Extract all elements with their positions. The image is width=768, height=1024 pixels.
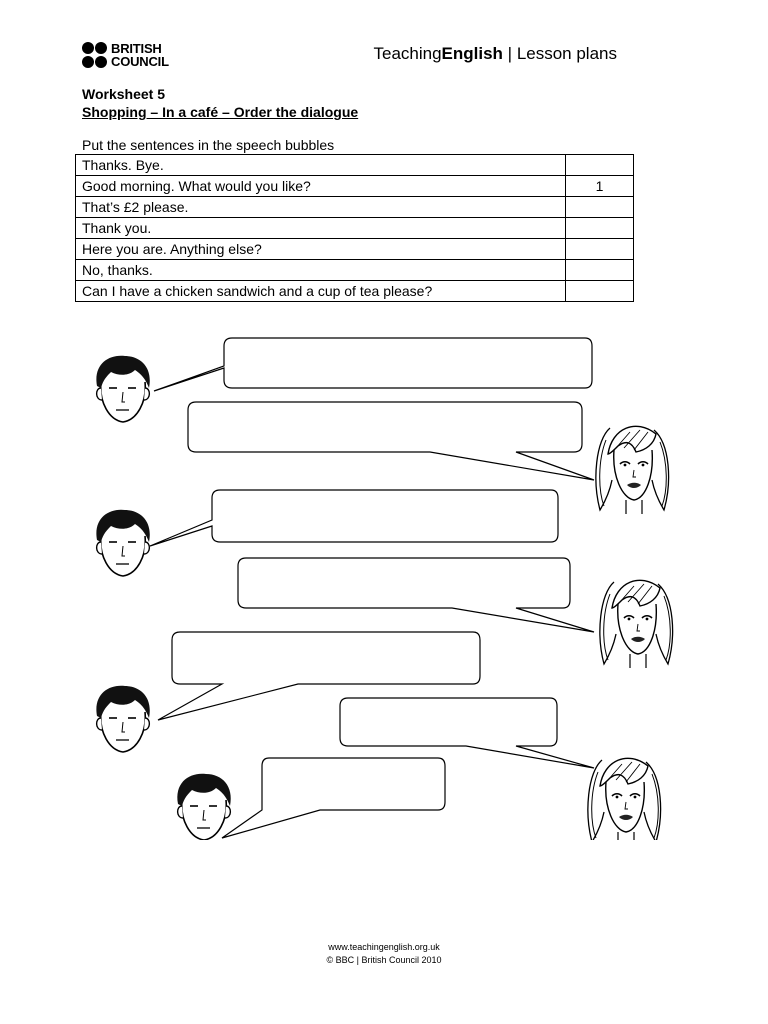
speech-bubble-2 [188, 402, 594, 480]
table-row [76, 281, 634, 302]
order-number[interactable] [566, 218, 634, 239]
sentence-text: Here you are. Anything else? [76, 239, 566, 260]
worksheet-title: Worksheet 5 [82, 86, 165, 102]
sentence-text: Thank you. [76, 218, 566, 239]
speech-bubbles-scene [0, 320, 768, 840]
logo-line-2: COUNCIL [111, 54, 169, 69]
speech-bubble-7 [222, 758, 445, 838]
table-row [76, 176, 634, 197]
sentence-text: Thanks. Bye. [76, 155, 566, 176]
sentence-text: Can I have a chicken sandwich and a cup of tea please? [76, 281, 566, 302]
logo-dots-icon [82, 42, 108, 68]
boy-face-icon [96, 510, 149, 576]
speech-bubble-4 [238, 558, 594, 632]
boy-face-icon [177, 774, 230, 840]
order-number[interactable] [566, 155, 634, 176]
order-number[interactable] [566, 239, 634, 260]
girl-face-icon [588, 758, 661, 840]
site-prefix: Teaching [373, 44, 442, 63]
footer-url: www.teachingenglish.org.uk [328, 942, 440, 952]
girl-face-icon [596, 426, 669, 514]
site-bold: English [441, 44, 503, 63]
instruction-text: Put the sentences in the speech bubbles [82, 137, 335, 153]
site-suffix: | Lesson plans [502, 44, 617, 63]
table-row [76, 239, 634, 260]
table-row [76, 155, 634, 176]
site-header [373, 44, 617, 64]
boy-face-icon [96, 356, 149, 422]
table-row [76, 260, 634, 281]
logo-line-1: BRITISH [111, 41, 162, 56]
sentence-text: That’s £2 please. [76, 197, 566, 218]
boy-face-icon [96, 686, 149, 752]
speech-bubble-1 [154, 338, 592, 391]
speech-bubble-3 [150, 490, 558, 546]
order-number[interactable]: 1 [566, 176, 634, 197]
footer-copyright: © BBC | British Council 2010 [326, 955, 442, 965]
british-council-logo [82, 42, 182, 70]
order-number[interactable] [566, 281, 634, 302]
sentence-text: Good morning. What would you like? [76, 176, 566, 197]
worksheet-subtitle: Shopping – In a café – Order the dialogue [82, 104, 359, 120]
sentences-table [75, 154, 634, 302]
table-row [76, 197, 634, 218]
order-number[interactable] [566, 260, 634, 281]
table-row [76, 218, 634, 239]
order-number[interactable] [566, 197, 634, 218]
sentence-text: No, thanks. [76, 260, 566, 281]
girl-face-icon [600, 580, 673, 668]
